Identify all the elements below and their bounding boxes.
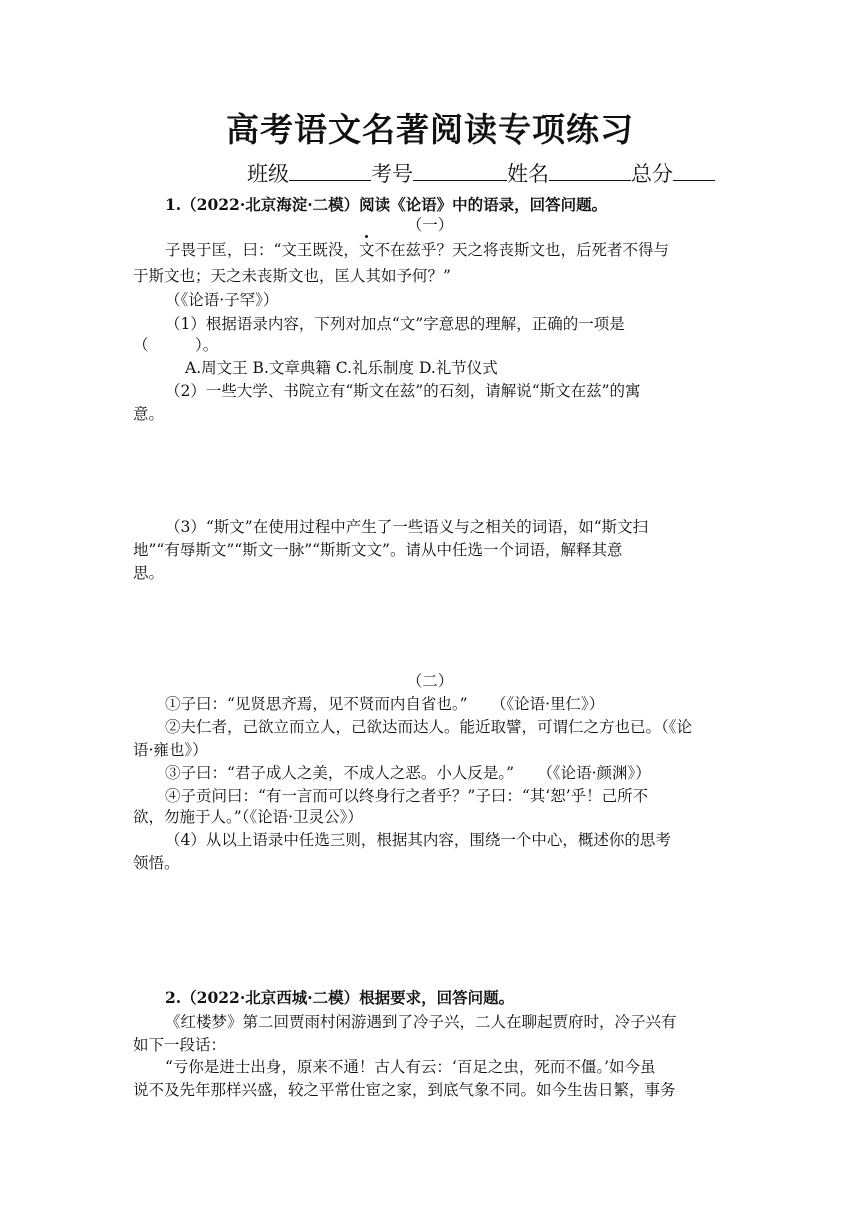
q1-sub1-line1: （1）根据语录内容，下列对加点“文”字意思的理解，正确的一项是: [165, 315, 625, 333]
student-info-line: [247, 158, 715, 188]
q1-sub3-line3: 思。: [133, 564, 165, 582]
q1-sub2-line2: 意。: [133, 405, 165, 423]
q1-quote1: ①子曰：“见贤思齐焉，见不贤而内自省也。” （《论语·里仁》）: [165, 695, 605, 713]
q1-quote4-line1: ④子贡问曰：“有一言而可以终身行之者乎？”子曰：“其‘恕’乎！己所不: [165, 787, 649, 805]
q2-intro-line2: 如下一段话：: [133, 1036, 227, 1054]
q1-quote4-line2: 欲，勿施于人。”（《论语·卫灵公》）: [133, 808, 363, 826]
q1-quote2-line2: 语·雍也》）: [133, 741, 208, 759]
name-blank[interactable]: [549, 158, 631, 181]
q1-quote3: ③子曰：“君子成人之美，不成人之恶。小人反是。” （《论语·颜渊》）: [165, 764, 651, 782]
q1-sub3-line2: 地”“有辱斯文”“斯文一脉”“斯斯文文”。请从中任选一个词语，解释其意: [133, 541, 623, 559]
name-label: 姓名: [507, 162, 549, 186]
total-blank[interactable]: [673, 158, 715, 181]
passage-text: 不在兹乎？天之将丧斯文也，后死者不得与: [374, 241, 669, 259]
class-label: 班级: [247, 162, 289, 186]
q1-quote2-line1: ②夫仁者，己欲立而立人，己欲达而达人。能近取譬，可谓仁之方也已。（《论: [165, 718, 693, 736]
q1-sub2-line1: （2）一些大学、书院立有“斯文在兹”的石刻，请解说“斯文在兹”的寓: [165, 382, 641, 400]
q2-quote-line1: “亏你是进士出身，原来不通！古人有云：‘百足之虫，死而不僵。’如今虽: [165, 1058, 656, 1076]
dotted-char: 文: [358, 241, 375, 259]
q1-sub4-line1: （4）从以上语录中任选三则，根据其内容，围绕一个中心，概述你的思考: [165, 831, 671, 849]
q1-sub3-line1: （3）“斯文”在使用过程中产生了一些语义与之相关的词语，如“斯文扫: [165, 518, 649, 536]
q1-source: （《论语·子罕》）: [165, 291, 279, 309]
total-label: 总分: [631, 162, 673, 186]
q1-part2-label: （二）: [406, 672, 454, 690]
q2-header: 2.（2022·北京西城·二模）根据要求，回答问题。: [165, 988, 515, 1007]
passage-text: 子畏于匡，曰：“文王既没，: [165, 241, 359, 259]
exam-no-label: 考号: [371, 162, 413, 186]
q1-sub4-line2: 领悟。: [133, 854, 180, 872]
q1-sub1-line2: （ ）。: [133, 336, 219, 354]
q1-options: A.周文王 B.文章典籍 C.礼乐制度 D.礼节仪式: [185, 359, 498, 377]
q2-quote-line2: 说不及先年那样兴盛，较之平常仕宦之家，到底气象不同。如今生齿日繁，事务: [133, 1081, 676, 1099]
q1-header: 1.（2022·北京海淀·二模）阅读《论语》中的语录，回答问题。: [165, 195, 608, 214]
q1-passage-line1: [165, 239, 669, 261]
q1-passage-line2: 于斯文也；天之未丧斯文也，匡人其如予何？”: [133, 267, 451, 285]
document-title: 高考语文名著阅读专项练习: [226, 110, 634, 149]
q1-part1-label: （一）: [406, 216, 454, 234]
exam-no-blank[interactable]: [413, 158, 507, 181]
class-blank[interactable]: [289, 158, 371, 181]
q2-intro-line1: 《红楼梦》第二回贾雨村闲游遇到了冷子兴，二人在聊起贾府时，冷子兴有: [165, 1013, 677, 1031]
